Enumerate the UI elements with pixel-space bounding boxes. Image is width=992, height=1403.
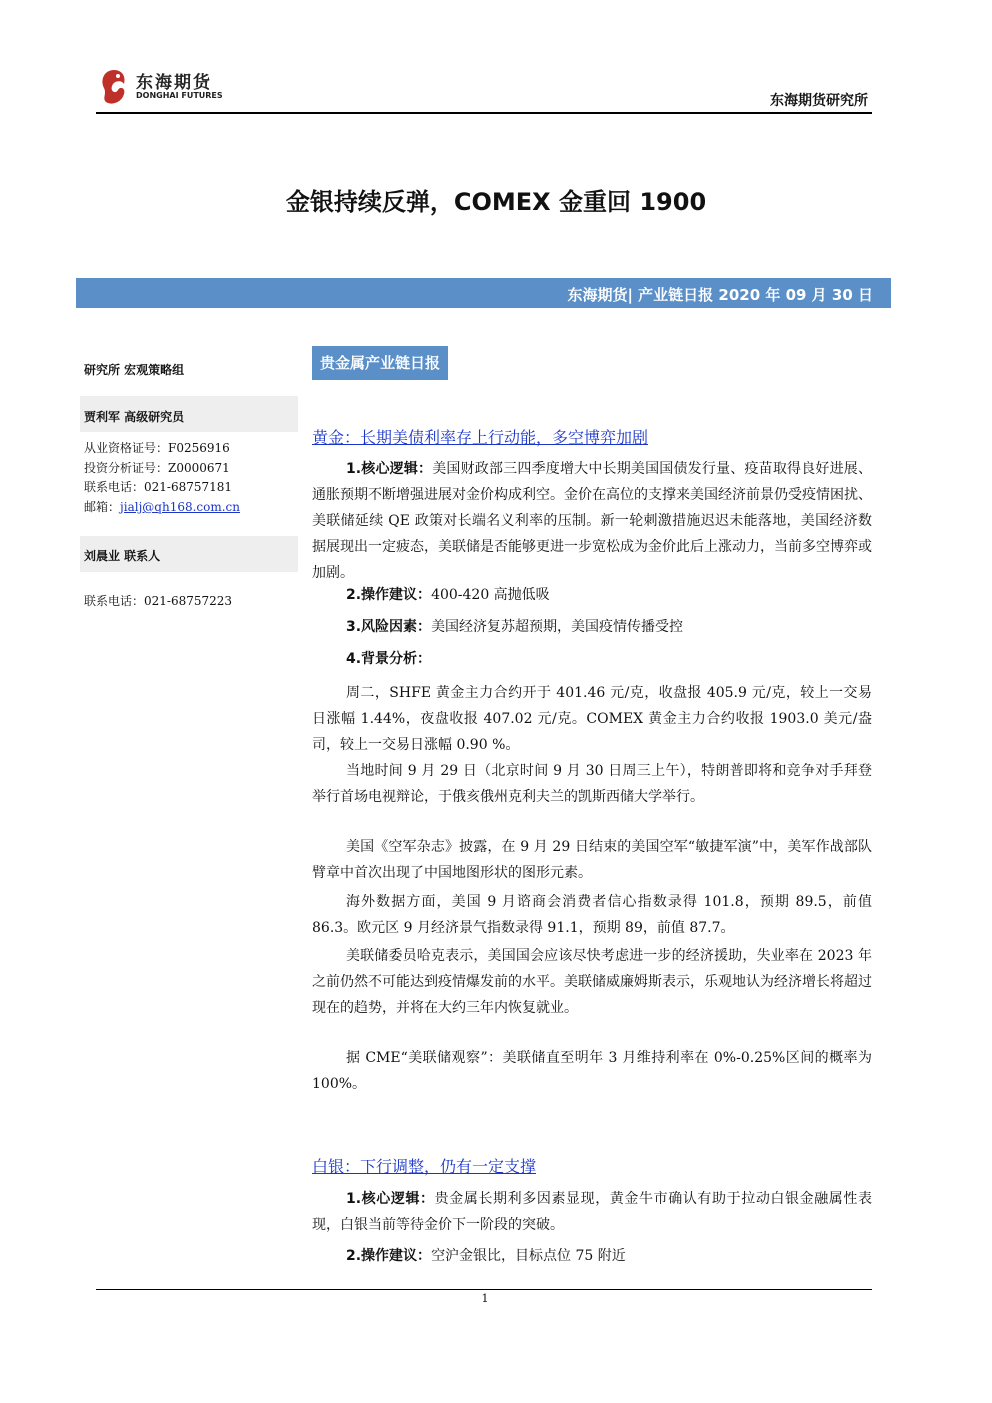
institute-name: 东海期货研究所 — [770, 93, 868, 109]
logo-chinese-name: 东海期货 — [136, 73, 212, 93]
silver-heading[interactable]: 白银：下行调整，仍有一定支撑 — [312, 1157, 537, 1176]
logo-english-name: DONGHAI FUTURES — [136, 91, 223, 100]
dragon-logo-icon — [96, 66, 132, 106]
silver-core-logic — [312, 1186, 872, 1238]
email-label: 邮箱： — [84, 500, 121, 514]
silver-operation — [312, 1243, 872, 1269]
silver-core-logic-text: 贵金属长期利多因素显现，黄金牛市确认有助于拉动白银金融属性表现，白银当前等待金价下一阶段的突破。 — [312, 1191, 873, 1233]
gold-background — [312, 646, 872, 672]
silver-operation-text: 空沪金银比，目标点位 75 附近 — [431, 1248, 626, 1264]
gold-bg-para-2: 当地时间 9 月 29 日（北京时间 9 月 30 日周三上午），特朗普即将和竞争对手拜登举行首场电视辩论，于俄亥俄州克利夫兰的凯斯西储大学举行。 — [312, 763, 872, 805]
gold-operation-label: 2.操作建议： — [346, 587, 432, 603]
analyst1-email-row — [84, 498, 240, 515]
gold-bg-para-1: 周二，SHFE 黄金主力合约开于 401.46 元/克，收盘报 405.9 元/克，较上一交易日涨幅 1.44%，夜盘收报 407.02 元/克。COMEX 黄金主力合约收报 1903.0 美元/盎司，较上一交易日涨幅 0.90 %。 — [312, 685, 872, 753]
gold-risk — [312, 614, 872, 640]
research-group: 研究所 宏观策略组 — [84, 363, 185, 377]
analyst1-invest-cert: 投资分析证号：Z0000671 — [84, 461, 230, 475]
gold-background-label: 4.背景分析： — [346, 651, 432, 667]
gold-risk-label: 3.风险因素： — [346, 619, 432, 635]
silver-operation-label: 2.操作建议： — [346, 1248, 432, 1264]
header-divider — [96, 112, 872, 114]
silver-core-logic-label: 1.核心逻辑： — [346, 1191, 435, 1207]
gold-core-logic-text: 美国财政部三四季度增大中长期美国国债发行量、疫苗取得良好进展、通胀预期不断增强进展对金价构成利空。金价在高位的支撑来美国经济前景仍受疫情困扰、美联储延续 QE 政策对长端名义利率的压制。新一轮刺激措施迟迟未能落地，美国经济数据展现出一定疲态，美联储是否能够更进一步宽松成为金价此后上涨动力，当前多空博弈或加剧。 — [312, 461, 872, 581]
company-logo — [96, 66, 236, 108]
report-title: 金银持续反弹，COMEX 金重回 1900 — [285, 188, 707, 216]
report-type-tag: 贵金属产业链日报 — [312, 346, 448, 380]
analyst1-email-link[interactable]: jialj@qh168.com.cn — [120, 500, 241, 514]
gold-core-logic-label: 1.核心逻辑： — [346, 461, 433, 477]
analyst2-phone: 联系电话：021-68757223 — [84, 594, 233, 608]
footer-divider — [96, 1289, 872, 1290]
gold-bg-para-5: 美联储委员哈克表示，美国国会应该尽快考虑进一步的经济援助，失业率在 2023 年之前仍然不可能达到疫情爆发前的水平。美联储威廉姆斯表示，乐观地认为经济增长将超过现在的趋势，并将在大约三年内恢复就业。 — [312, 948, 872, 1016]
page-number: 1 — [481, 1292, 489, 1305]
report-banner — [76, 278, 891, 308]
analyst1-qualification: 从业资格证号：F0256916 — [84, 441, 230, 455]
gold-core-logic — [312, 456, 872, 586]
gold-bg-para-6: 据 CME“美联储观察”：美联储直至明年 3 月维持利率在 0%-0.25%区间的概率为 100%。 — [312, 1050, 872, 1092]
analyst2-name: 刘晨业 联系人 — [84, 549, 161, 563]
gold-bg-para-4: 海外数据方面，美国 9 月谘商会消费者信心指数录得 101.8，预期 89.5，前值 86.3。欧元区 9 月经济景气指数录得 91.1，预期 89，前值 87.7。 — [312, 894, 872, 936]
banner-text: 东海期货| 产业链日报 2020 年 09 月 30 日 — [567, 286, 873, 304]
gold-heading[interactable]: 黄金：长期美债利率存上行动能，多空博弈加剧 — [312, 428, 649, 447]
analyst1-name: 贾利军 高级研究员 — [84, 410, 185, 424]
gold-bg-para-3: 美国《空军杂志》披露，在 9 月 29 日结束的美国空军“敏捷军演”中，美军作战部队臂章中首次出现了中国地图形状的图形元素。 — [312, 839, 872, 881]
analyst1-phone: 联系电话：021-68757181 — [84, 480, 233, 494]
gold-operation-text: 400-420 高抛低吸 — [431, 587, 550, 603]
gold-operation — [312, 582, 872, 608]
gold-risk-text: 美国经济复苏超预期，美国疫情传播受控 — [431, 619, 684, 635]
